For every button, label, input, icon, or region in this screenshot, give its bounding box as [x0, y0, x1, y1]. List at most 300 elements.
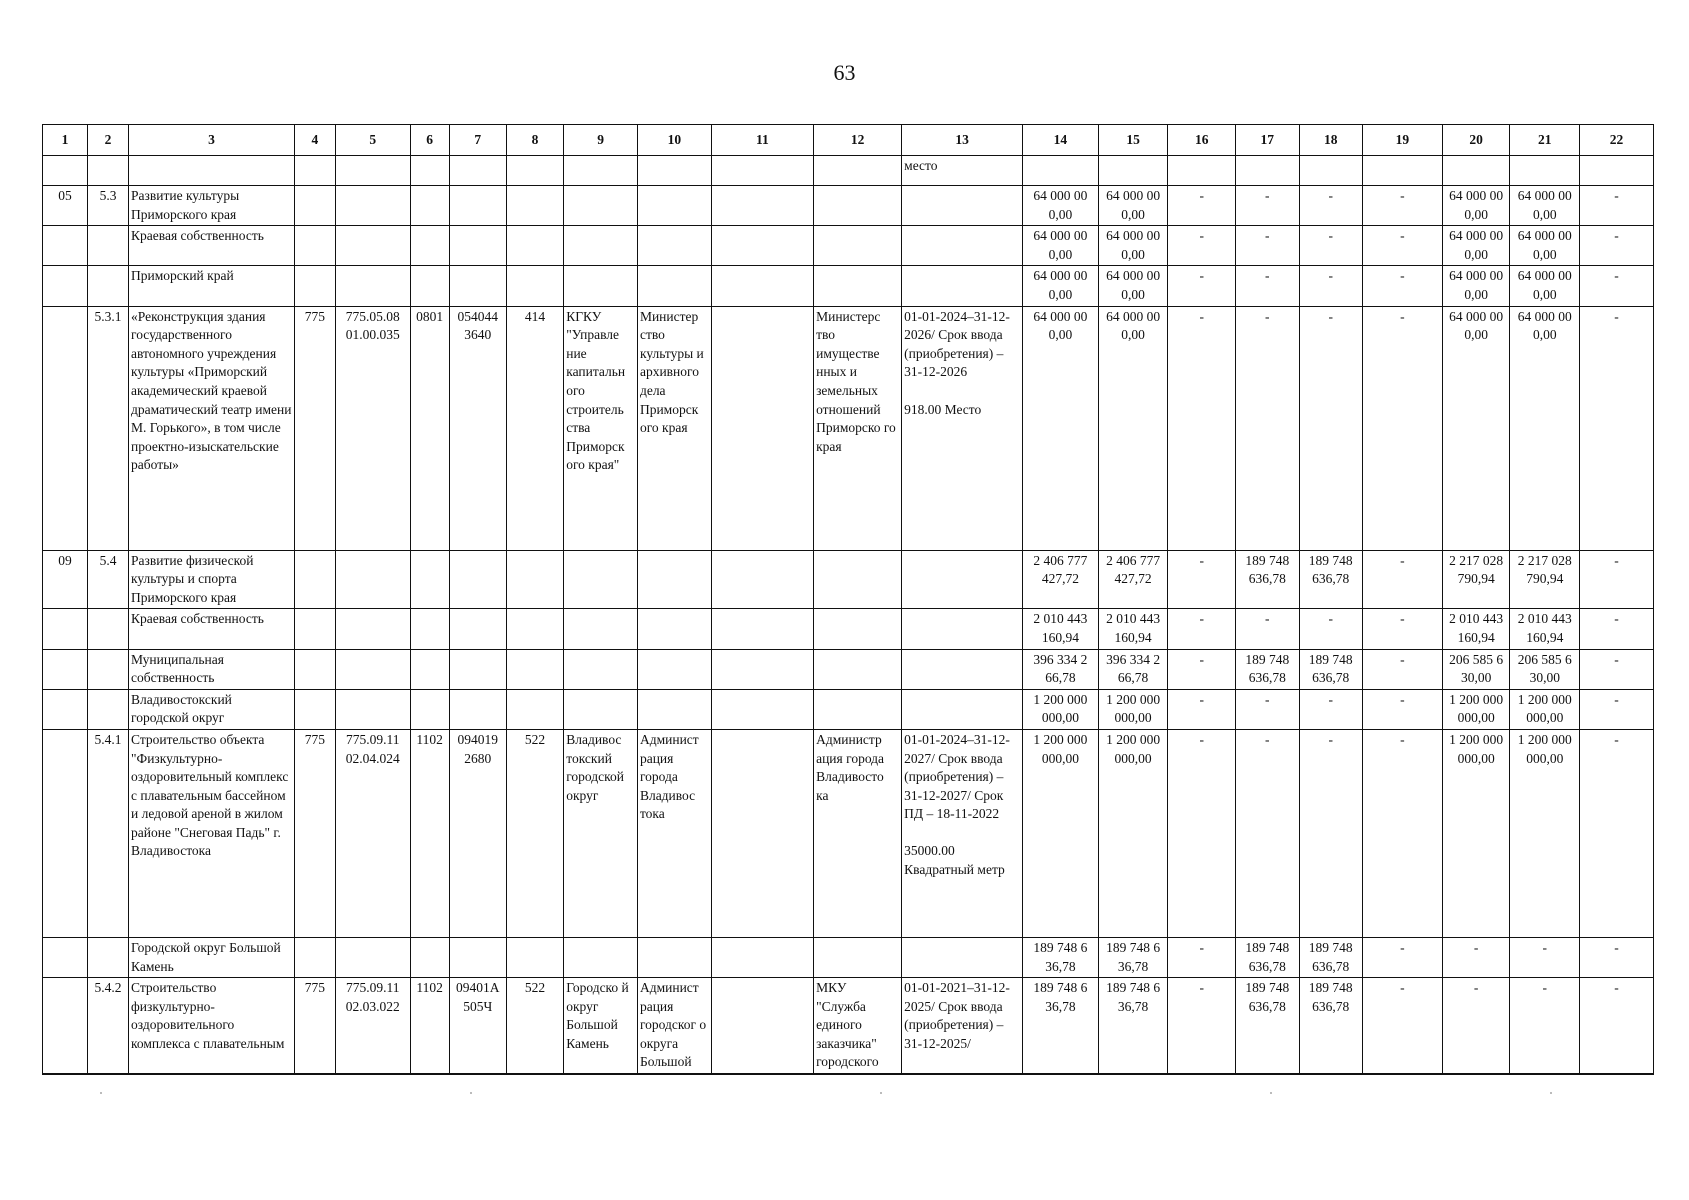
table-cell: [814, 226, 902, 266]
column-header: 16: [1168, 125, 1236, 156]
table-cell: [506, 226, 563, 266]
table-cell: 64 000 00 0,00: [1442, 306, 1510, 550]
table-cell: -: [1168, 226, 1236, 266]
table-cell: 5.3: [88, 186, 129, 226]
column-header: 17: [1236, 125, 1299, 156]
table-cell: [637, 937, 711, 977]
table-row: [43, 266, 1654, 306]
table-cell: [410, 937, 449, 977]
table-cell: [814, 186, 902, 226]
table-row: [43, 649, 1654, 689]
table-cell: 1 200 000 000,00: [1510, 689, 1580, 729]
table-cell: [1168, 156, 1236, 186]
table-cell: 094019 2680: [449, 729, 506, 937]
column-header: 5: [335, 125, 410, 156]
table-cell: -: [1168, 978, 1236, 1074]
table-cell: -: [1168, 689, 1236, 729]
table-cell: [129, 156, 295, 186]
table-cell: [711, 226, 813, 266]
table-cell: 1 200 000 000,00: [1098, 729, 1168, 937]
table-cell: [1098, 156, 1168, 186]
table-cell: [506, 649, 563, 689]
table-cell: 522: [506, 978, 563, 1074]
table-cell: 64 000 00 0,00: [1098, 266, 1168, 306]
table-cell: [335, 550, 410, 609]
table-cell: -: [1236, 609, 1299, 649]
table-cell: [814, 937, 902, 977]
table-cell: Развитие физической культуры и спорта Приморского края: [129, 550, 295, 609]
table-cell: -: [1362, 266, 1442, 306]
table-row: [43, 729, 1654, 937]
table-cell: 1 200 000 000,00: [1442, 689, 1510, 729]
table-cell: [294, 226, 335, 266]
table-cell: [711, 306, 813, 550]
table-cell: [902, 609, 1023, 649]
table-cell: -: [1299, 186, 1362, 226]
table-cell: [506, 689, 563, 729]
table-cell: 64 000 00 0,00: [1442, 226, 1510, 266]
table-cell: [449, 156, 506, 186]
table-cell: Городско й округ Большой Камень: [564, 978, 638, 1074]
table-cell: -: [1168, 186, 1236, 226]
table-cell: -: [1299, 689, 1362, 729]
table-cell: 1 200 000 000,00: [1510, 729, 1580, 937]
table-cell: -: [1580, 266, 1654, 306]
table-cell: 64 000 00 0,00: [1023, 186, 1099, 226]
table-cell: [43, 609, 88, 649]
table-cell: [43, 266, 88, 306]
table-cell: 64 000 00 0,00: [1510, 226, 1580, 266]
table-cell: [711, 609, 813, 649]
table-cell: -: [1580, 649, 1654, 689]
column-header: 3: [129, 125, 295, 156]
column-header: 8: [506, 125, 563, 156]
table-cell: 2 010 443 160,94: [1442, 609, 1510, 649]
table-cell: -: [1168, 729, 1236, 937]
table-cell: -: [1168, 306, 1236, 550]
table-cell: 64 000 00 0,00: [1098, 306, 1168, 550]
table-cell: [335, 226, 410, 266]
table-cell: [637, 226, 711, 266]
table-cell: [410, 266, 449, 306]
table-cell: [335, 649, 410, 689]
table-cell: [506, 186, 563, 226]
table-cell: [564, 609, 638, 649]
table-cell: [902, 550, 1023, 609]
table-cell: -: [1299, 306, 1362, 550]
table-cell: Админист рация городског о округа Большой: [637, 978, 711, 1074]
column-header: 22: [1580, 125, 1654, 156]
table-cell: [88, 689, 129, 729]
table-cell: [637, 609, 711, 649]
table-row: [43, 978, 1654, 1074]
table-cell: 189 748 636,78: [1299, 937, 1362, 977]
table-cell: [88, 266, 129, 306]
table-cell: 64 000 00 0,00: [1442, 266, 1510, 306]
table-cell: [43, 689, 88, 729]
column-header: 10: [637, 125, 711, 156]
table-cell: [902, 226, 1023, 266]
table-cell: [410, 550, 449, 609]
table-cell: [814, 609, 902, 649]
table-cell: [564, 937, 638, 977]
table-cell: [294, 689, 335, 729]
table-cell: [410, 689, 449, 729]
table-cell: -: [1236, 689, 1299, 729]
table-cell: [410, 226, 449, 266]
table-cell: [902, 689, 1023, 729]
table-cell: [711, 729, 813, 937]
table-cell: 775.05.08 01.00.035: [335, 306, 410, 550]
table-cell: 189 748 6 36,78: [1023, 937, 1099, 977]
table-cell: 64 000 00 0,00: [1442, 186, 1510, 226]
table-cell: -: [1580, 729, 1654, 937]
table-cell: -: [1168, 649, 1236, 689]
table-cell: 5.3.1: [88, 306, 129, 550]
table-cell: -: [1580, 186, 1654, 226]
table-cell: [637, 156, 711, 186]
column-header: 9: [564, 125, 638, 156]
table-cell: 5.4.1: [88, 729, 129, 937]
table-cell: [814, 156, 902, 186]
table-cell: 189 748 636,78: [1299, 550, 1362, 609]
table-cell: -: [1580, 609, 1654, 649]
table-cell: -: [1236, 729, 1299, 937]
table-cell: [564, 649, 638, 689]
table-cell: [294, 649, 335, 689]
table-cell: 2 217 028 790,94: [1510, 550, 1580, 609]
table-cell: -: [1580, 937, 1654, 977]
table-cell: 189 748 6 36,78: [1023, 978, 1099, 1074]
table-cell: -: [1362, 978, 1442, 1074]
table-cell: [294, 186, 335, 226]
table-cell: 64 000 00 0,00: [1510, 306, 1580, 550]
table-cell: [1580, 156, 1654, 186]
table-cell: 189 748 636,78: [1299, 649, 1362, 689]
table-cell: 189 748 636,78: [1236, 550, 1299, 609]
table-cell: [506, 937, 563, 977]
table-cell: -: [1236, 186, 1299, 226]
table-cell: [637, 186, 711, 226]
table-cell: [335, 689, 410, 729]
table-cell: 775.09.11 02.04.024: [335, 729, 410, 937]
table-cell: -: [1362, 649, 1442, 689]
table-cell: -: [1442, 978, 1510, 1074]
table-cell: -: [1236, 226, 1299, 266]
table-cell: [711, 550, 813, 609]
table-cell: -: [1580, 978, 1654, 1074]
table-cell: [449, 649, 506, 689]
table-cell: [564, 226, 638, 266]
table-cell: [43, 226, 88, 266]
table-cell: 1 200 000 000,00: [1023, 729, 1099, 937]
table-cell: 775.09.11 02.03.022: [335, 978, 410, 1074]
column-header: 1: [43, 125, 88, 156]
column-header: 7: [449, 125, 506, 156]
table-cell: -: [1168, 609, 1236, 649]
table-cell: -: [1236, 306, 1299, 550]
table-cell: 189 748 6 36,78: [1098, 978, 1168, 1074]
table-cell: [449, 266, 506, 306]
table-cell: 01-01-2024–31-12-2026/ Срок ввода (приобретения) – 31-12-2026 918.00 Место: [902, 306, 1023, 550]
table-cell: -: [1362, 186, 1442, 226]
table-cell: [294, 937, 335, 977]
table-cell: 01-01-2021–31-12-2025/ Срок ввода (приобретения) – 31-12-2025/: [902, 978, 1023, 1074]
table-cell: -: [1362, 609, 1442, 649]
table-cell: -: [1299, 729, 1362, 937]
table-cell: [43, 978, 88, 1074]
table-cell: [506, 550, 563, 609]
table-cell: [335, 186, 410, 226]
table-cell: 206 585 6 30,00: [1442, 649, 1510, 689]
table-cell: 2 406 777 427,72: [1098, 550, 1168, 609]
table-cell: 189 748 636,78: [1236, 978, 1299, 1074]
table-cell: -: [1510, 937, 1580, 977]
column-header: 11: [711, 125, 813, 156]
table-cell: -: [1168, 937, 1236, 977]
table-cell: [410, 649, 449, 689]
table-cell: -: [1168, 550, 1236, 609]
table-cell: [564, 156, 638, 186]
table-cell: Строительство физкультурно-оздоровительного комплекса с плавательным: [129, 978, 295, 1074]
table-cell: 64 000 00 0,00: [1098, 186, 1168, 226]
table-cell: [711, 649, 813, 689]
table-cell: [294, 609, 335, 649]
table-cell: [335, 609, 410, 649]
table-cell: [449, 226, 506, 266]
table-cell: Краевая собственность: [129, 226, 295, 266]
column-header: 4: [294, 125, 335, 156]
table-cell: [449, 689, 506, 729]
table-cell: -: [1580, 689, 1654, 729]
table-cell: -: [1299, 266, 1362, 306]
table-cell: Муниципальная собственность: [129, 649, 295, 689]
table-cell: [1023, 156, 1099, 186]
table-row: [43, 156, 1654, 186]
table-cell: [711, 266, 813, 306]
table-cell: 64 000 00 0,00: [1023, 306, 1099, 550]
page-number: 63: [833, 60, 856, 85]
table-cell: [902, 186, 1023, 226]
table-cell: [449, 550, 506, 609]
table-cell: КГКУ "Управле ние капитальн ого строитель ства Приморск ого края": [564, 306, 638, 550]
column-header: 20: [1442, 125, 1510, 156]
table-cell: 09: [43, 550, 88, 609]
table-cell: 775: [294, 978, 335, 1074]
table-cell: [410, 156, 449, 186]
table-cell: [88, 226, 129, 266]
scan-artifacts: [60, 1092, 1640, 1096]
table-cell: 01-01-2024–31-12-2027/ Срок ввода (приобретения) – 31-12-2027/ Срок ПД – 18-11-2022 35000.00 Квадратный метр: [902, 729, 1023, 937]
table-cell: -: [1362, 689, 1442, 729]
table-header-row: [43, 125, 1654, 156]
table-cell: [506, 266, 563, 306]
table-cell: Админист рация города Владивос тока: [637, 729, 711, 937]
table-cell: [564, 550, 638, 609]
table-cell: [335, 156, 410, 186]
table-cell: 414: [506, 306, 563, 550]
table-cell: [1236, 156, 1299, 186]
table-cell: -: [1236, 266, 1299, 306]
table-cell: 189 748 636,78: [1299, 978, 1362, 1074]
table-cell: [902, 649, 1023, 689]
table-row: [43, 226, 1654, 266]
table-cell: Министерс тво имуществе нных и земельных отношений Приморско го края: [814, 306, 902, 550]
table-cell: 5.4: [88, 550, 129, 609]
table-cell: 2 010 443 160,94: [1510, 609, 1580, 649]
column-header: 15: [1098, 125, 1168, 156]
table-cell: [335, 266, 410, 306]
budget-table-container: [42, 124, 1654, 1075]
table-cell: «Реконструкция здания государственного автономного учреждения культуры «Приморский академический краевой драматический театр имени М. Горького», в том числе проектно-изыскательские работы»: [129, 306, 295, 550]
table-cell: [1299, 156, 1362, 186]
table-cell: 64 000 00 0,00: [1023, 266, 1099, 306]
table-cell: [43, 156, 88, 186]
table-cell: [711, 689, 813, 729]
table-cell: Владивостокский городской округ: [129, 689, 295, 729]
table-cell: [449, 937, 506, 977]
column-header: 19: [1362, 125, 1442, 156]
table-cell: 2 217 028 790,94: [1442, 550, 1510, 609]
table-cell: Развитие культуры Приморского края: [129, 186, 295, 226]
table-cell: [88, 649, 129, 689]
table-row: [43, 937, 1654, 977]
table-cell: 05: [43, 186, 88, 226]
column-header: 18: [1299, 125, 1362, 156]
table-cell: 1 200 000 000,00: [1442, 729, 1510, 937]
table-cell: 64 000 00 0,00: [1023, 226, 1099, 266]
table-cell: 775: [294, 729, 335, 937]
table-cell: 206 585 6 30,00: [1510, 649, 1580, 689]
table-cell: [564, 266, 638, 306]
table-cell: -: [1362, 729, 1442, 937]
table-cell: 189 748 636,78: [1236, 649, 1299, 689]
table-cell: [506, 609, 563, 649]
table-cell: [814, 649, 902, 689]
table-cell: [564, 689, 638, 729]
table-cell: Строительство объекта "Физкультурно-оздоровительный комплекс с плавательным бассейном и ледовой ареной в жилом районе "Снеговая Падь" г. Владивостока: [129, 729, 295, 937]
table-cell: [335, 937, 410, 977]
table-cell: Владивос токский городской округ: [564, 729, 638, 937]
column-header: 2: [88, 125, 129, 156]
table-cell: МКУ "Служба единого заказчика" городского: [814, 978, 902, 1074]
table-cell: [902, 266, 1023, 306]
budget-table: [42, 124, 1654, 1075]
table-cell: [88, 937, 129, 977]
table-cell: [711, 978, 813, 1074]
table-cell: -: [1362, 306, 1442, 550]
table-cell: 2 010 443 160,94: [1098, 609, 1168, 649]
table-cell: [637, 550, 711, 609]
table-cell: [711, 156, 813, 186]
table-cell: 64 000 00 0,00: [1510, 266, 1580, 306]
table-cell: [449, 609, 506, 649]
column-header: 21: [1510, 125, 1580, 156]
column-header: 14: [1023, 125, 1099, 156]
table-cell: [294, 550, 335, 609]
table-cell: [294, 266, 335, 306]
table-cell: [43, 937, 88, 977]
table-cell: 189 748 636,78: [1236, 937, 1299, 977]
table-cell: [1510, 156, 1580, 186]
table-cell: -: [1580, 226, 1654, 266]
table-cell: 522: [506, 729, 563, 937]
table-cell: 396 334 2 66,78: [1023, 649, 1099, 689]
table-cell: 1102: [410, 729, 449, 937]
table-cell: [637, 689, 711, 729]
table-cell: -: [1442, 937, 1510, 977]
table-cell: 2 406 777 427,72: [1023, 550, 1099, 609]
table-cell: 1 200 000 000,00: [1023, 689, 1099, 729]
table-cell: [637, 649, 711, 689]
table-cell: 2 010 443 160,94: [1023, 609, 1099, 649]
table-cell: -: [1168, 266, 1236, 306]
table-cell: 64 000 00 0,00: [1510, 186, 1580, 226]
table-cell: [294, 156, 335, 186]
table-cell: 1 200 000 000,00: [1098, 689, 1168, 729]
table-cell: -: [1362, 937, 1442, 977]
table-cell: [88, 156, 129, 186]
table-cell: [43, 729, 88, 937]
table-cell: 054044 3640: [449, 306, 506, 550]
table-cell: -: [1510, 978, 1580, 1074]
table-cell: [814, 266, 902, 306]
table-cell: [902, 937, 1023, 977]
table-row: [43, 689, 1654, 729]
column-header: 6: [410, 125, 449, 156]
table-cell: [814, 689, 902, 729]
column-header: 13: [902, 125, 1023, 156]
table-cell: [410, 186, 449, 226]
table-cell: [814, 550, 902, 609]
table-cell: Краевая собственность: [129, 609, 295, 649]
table-cell: -: [1362, 550, 1442, 609]
column-header: 12: [814, 125, 902, 156]
table-cell: место: [902, 156, 1023, 186]
table-cell: 0801: [410, 306, 449, 550]
table-cell: 775: [294, 306, 335, 550]
table-cell: [43, 649, 88, 689]
table-cell: -: [1580, 306, 1654, 550]
table-cell: [88, 609, 129, 649]
table-cell: 09401А 505Ч: [449, 978, 506, 1074]
table-cell: -: [1299, 609, 1362, 649]
table-cell: [506, 156, 563, 186]
table-cell: Городской округ Большой Камень: [129, 937, 295, 977]
table-cell: 396 334 2 66,78: [1098, 649, 1168, 689]
table-cell: [43, 306, 88, 550]
table-cell: 5.4.2: [88, 978, 129, 1074]
table-cell: 1102: [410, 978, 449, 1074]
table-cell: [711, 186, 813, 226]
table-row: [43, 306, 1654, 550]
table-cell: 189 748 6 36,78: [1098, 937, 1168, 977]
table-cell: [564, 186, 638, 226]
table-cell: [1442, 156, 1510, 186]
table-cell: [410, 609, 449, 649]
table-row: [43, 550, 1654, 609]
table-cell: [449, 186, 506, 226]
table-cell: -: [1299, 226, 1362, 266]
table-row: [43, 609, 1654, 649]
table-cell: [1362, 156, 1442, 186]
table-cell: 64 000 00 0,00: [1098, 226, 1168, 266]
table-cell: [711, 937, 813, 977]
table-cell: Приморский край: [129, 266, 295, 306]
table-cell: -: [1580, 550, 1654, 609]
table-cell: Администр ация города Владивосто ка: [814, 729, 902, 937]
table-cell: [637, 266, 711, 306]
